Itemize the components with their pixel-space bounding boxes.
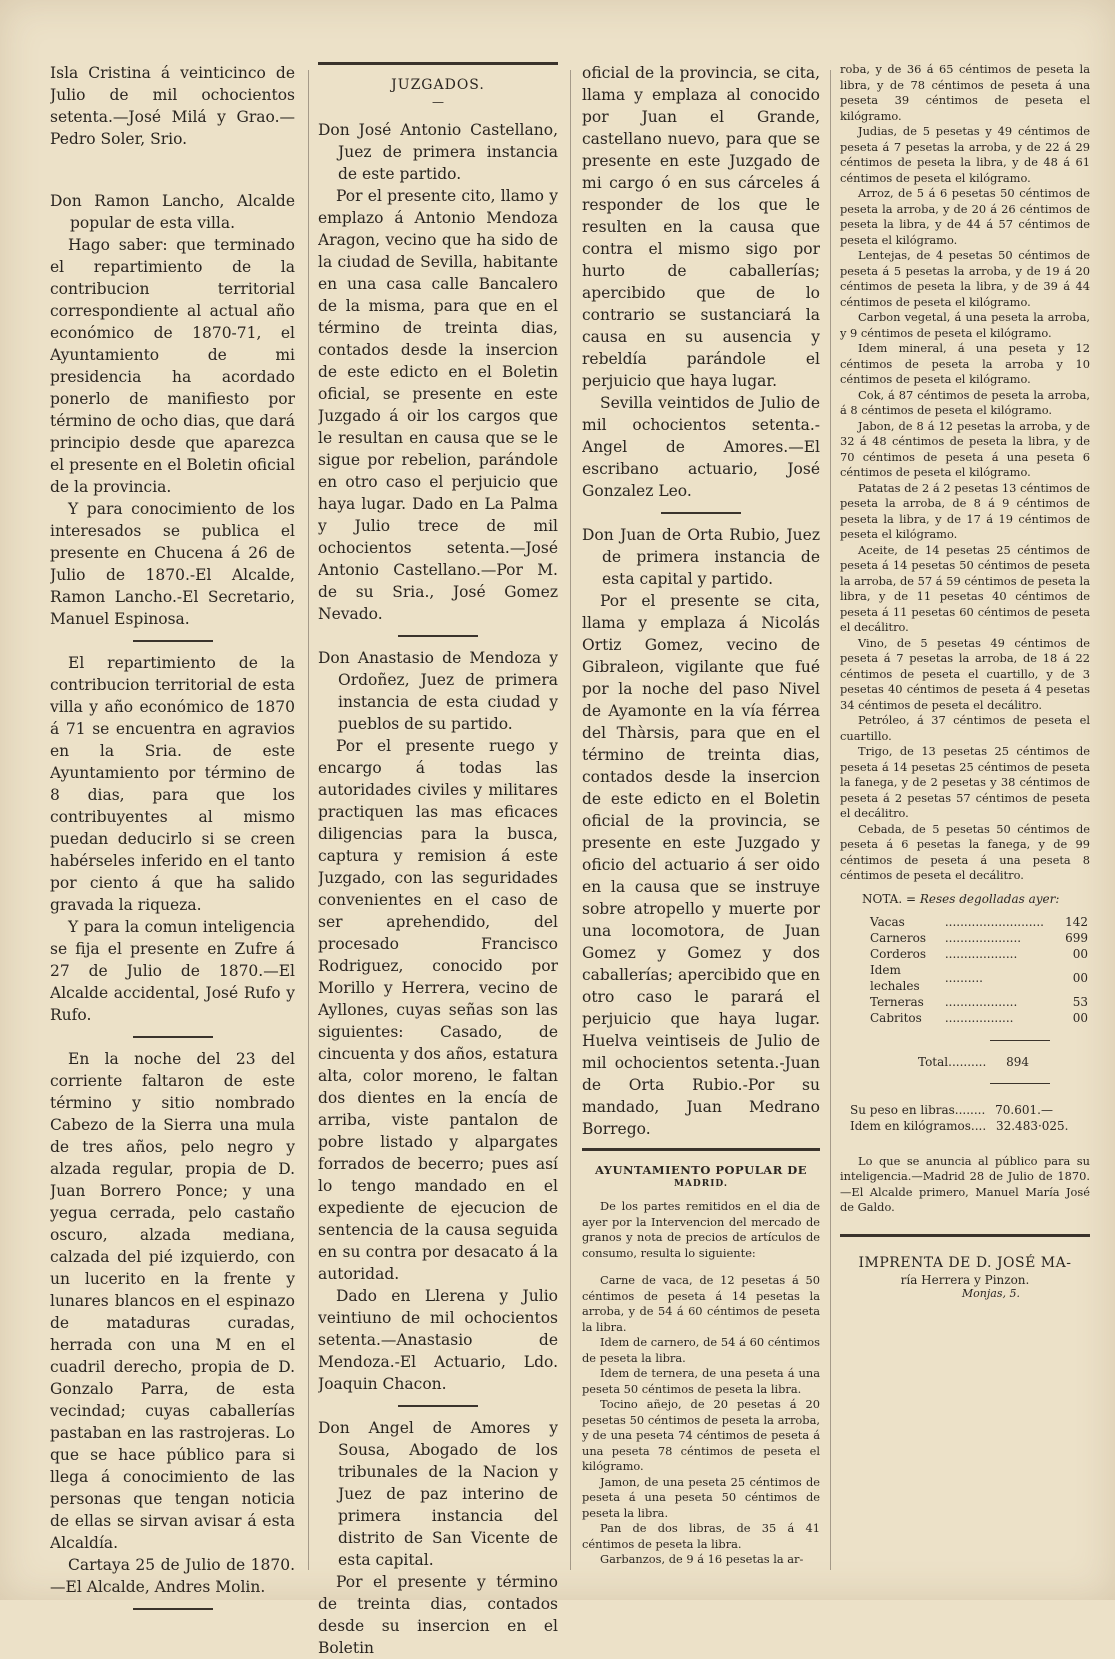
edict-body: Por el presente y término de treinta dias, contados desde su insercion en el Boletin <box>318 1573 558 1657</box>
table-row <box>868 1010 1090 1026</box>
notice-body: El repartimiento de la contribucion territorial de esta villa y año económico de 1870 á 71 se encuentra en agravios en la Sria. de este Ayuntamiento por término de 8 dias, para que los contribuyentes al mismo puedan deducirlo si se creen habérseles inferido en el tanto por ciento á que ha salido gravada la riqueza. <box>50 654 295 914</box>
weight-value: 70.601.— <box>995 1102 1053 1117</box>
printer-address: Monjas, 5. <box>961 1286 1020 1300</box>
animal-name: Carneros <box>870 930 927 945</box>
notice-signature: Cartaya 25 de Julio de 1870. —El Alcalde, Andres Molin. <box>50 1556 295 1596</box>
price-item: Carne de vaca, de 12 pesetas á 50 céntimos de peseta á 14 pesetas la arroba, y de 54 á 60 céntimos de peseta la libra. <box>582 1273 820 1334</box>
notice-signature: Y para conocimiento de los interesados se publica el presente en Chucena á 26 de Julio de 1870.-El Alcalde, Ramon Lancho.-El Secretario, Manuel Espinosa. <box>50 500 295 628</box>
column-rule <box>830 70 831 1570</box>
printer-line: IMPRENTA DE D. JOSÉ MA- <box>858 1254 1072 1271</box>
price-item: Judias, de 5 pesetas y 49 céntimos de peseta á 7 pesetas la arroba, y de 22 á 29 céntimos de peseta la libra, y de 48 á 61 céntimos de peseta el kilógramo. <box>840 124 1090 185</box>
separator <box>398 1405 478 1407</box>
column-2 <box>318 62 558 1659</box>
leader-dots: ................... <box>944 994 1018 1009</box>
animal-name: Terneras <box>870 994 924 1009</box>
total-value: 894 <box>1006 1054 1030 1069</box>
spacer <box>50 150 295 170</box>
printer-line: ría Herrera y Pinzon. <box>900 1272 1030 1287</box>
notice-signature: Y para la comun inteligencia se fija el presente en Zufre á 27 de Julio de 1870.—El Alcalde accidental, José Rufo y Rufo. <box>50 918 295 1024</box>
weight-value: 32.483·025. <box>995 1118 1069 1133</box>
table-row <box>868 994 1090 1010</box>
price-item: Tocino añejo, de 20 pesetas á 20 pesetas 50 céntimos de peseta la arroba, y de una peseta 74 céntimos de peseta á una peseta 78 céntimos de peseta el kilógramo. <box>582 1397 820 1473</box>
price-item: Cok, á 87 céntimos de peseta la arroba, á 8 céntimos de peseta el kilógramo. <box>840 387 1090 417</box>
separator <box>661 512 741 514</box>
footer-rule <box>840 1234 1090 1237</box>
note-label: NOTA. = <box>862 891 917 906</box>
animal-count: 00 <box>1072 1010 1088 1025</box>
closing-paragraph: Lo que se anuncia al público para su inteligencia.—Madrid 28 de Julio de 1870.—El Alcalde primero, Manuel María José de Galdo. <box>840 1153 1090 1214</box>
price-item: Trigo, de 13 pesetas 25 céntimos de peseta á 14 pesetas 25 céntimos de peseta la fanega, y de 2 pesetas y 38 céntimos de peseta á 2 pesetas 57 céntimos de peseta el decálitro. <box>840 744 1090 820</box>
column-3 <box>582 62 820 1568</box>
total-label: Total <box>918 1054 949 1069</box>
edict-heading: Don Juan de Orta Rubio, Juez de primera instancia de esta capital y partido. <box>582 526 820 588</box>
table-row <box>868 962 1090 994</box>
animal-name: Vacas <box>870 914 905 929</box>
leader-dots: ........ <box>954 1102 986 1117</box>
section-subtitle: MADRID. <box>673 1179 729 1189</box>
price-item: roba, y de 36 á 65 céntimos de peseta la libra, y de 78 céntimos de peseta á una peseta 39 céntimos de peseta el kilógramo. <box>840 62 1090 123</box>
weight-lb-row <box>850 1102 1090 1118</box>
closing-paragraph: Isla Cristina á veinticinco de Julio de mil ochocientos setenta.—José Milá y Grao.—Pedro Soler, Srio. <box>50 64 295 148</box>
price-item: Garbanzos, de 9 á 16 pesetas la ar- <box>600 1552 804 1566</box>
spacer <box>582 1261 820 1273</box>
note-heading: Reses degolladas ayer: <box>919 891 1060 906</box>
edict-body: Por el presente cito, llamo y emplazo á Antonio Mendoza Aragon, vecino que ha sido de la ciudad de Sevilla, habitante en una casa calle Bancalero de la misma, para que en el término de treinta dias, contados desde la insercion de este edicto en el Boletin oficial, se presente en este Juzgado á oir los cargos que le resultan en causa que se le sigue por rebelion, parándole en otro caso el perjuicio que haya lugar. Dado en La Palma y Julio trece de mil ochocientos setenta.—José Antonio Castellano.—Por M. de su Sria., José Gomez Nevado. <box>318 187 558 623</box>
leader-dots: .................. <box>944 1010 1014 1025</box>
edict-heading: Don José Antonio Castellano, Juez de primera instancia de este partido. <box>318 121 558 183</box>
column-rule <box>308 70 309 1570</box>
price-item: Lentejas, de 4 pesetas 50 céntimos de peseta á 5 pesetas la arroba, y de 19 á 20 céntimos de peseta la libra, y de 39 á 44 céntimos de peseta el kilógramo. <box>840 248 1090 309</box>
spacer <box>840 1134 1090 1154</box>
leader-dots: .......... <box>948 1054 987 1069</box>
edict-body: Por el presente se cita, llama y emplaza á Nicolás Ortiz Gomez, vecino de Gibraleon, vigilante que fué por la noche del paso Nivel de Ayamonte en la vía férrea del Thàrsis, para que en el término de treinta dias, contados desde la insercion de este edicto en el Boletin oficial de la provincia, se presente en este Juzgado y oficio del actuario á ser oido en la causa que se instruye sobre atropello y muerte por una locomotora, de Juan Gomez y Gomez y dos caballerías; apercibido que en otro caso le parará el perjuicio que haya lugar. Huelva veintiseis de Julio de mil ochocientos setenta.-Juan de Orta Rubio.-Por su mandado, Juan Medrano Borrego. <box>582 592 820 1138</box>
section-title: AYUNTAMIENTO POPULAR DE <box>594 1163 808 1177</box>
weight-kg-row <box>850 1118 1090 1134</box>
leader-dots: .......... <box>944 970 983 985</box>
animal-count: 53 <box>1072 994 1088 1009</box>
separator <box>133 1036 213 1038</box>
table-row <box>868 946 1090 962</box>
price-item: Idem mineral, á una peseta y 12 céntimos de peseta la arroba y 10 céntimos de peseta el kilógramo. <box>840 341 1090 386</box>
table-row <box>868 930 1090 946</box>
price-item: Idem de ternera, de una peseta á una peseta 50 céntimos de peseta la libra. <box>582 1366 820 1396</box>
price-item: Petróleo, á 37 céntimos de peseta el cuartillo. <box>840 713 1090 743</box>
animal-name: Corderos <box>870 946 927 961</box>
edict-heading: Don Anastasio de Mendoza y Ordoñez, Juez de primera instancia de esta ciudad y pueblos de su partido. <box>318 649 558 733</box>
price-item: Carbon vegetal, á una peseta la arroba, y 9 céntimos de peseta el kilógramo. <box>840 310 1090 340</box>
edict-heading: Don Angel de Amores y Sousa, Abogado de los tribunales de la Nacion y Juez de paz interino de primera instancia del distrito de San Vicente de esta capital. <box>318 1419 558 1569</box>
animal-count: 699 <box>1065 930 1088 945</box>
price-item: Idem de carnero, de 54 á 60 céntimos de peseta la libra. <box>582 1335 820 1365</box>
notice-body: Hago saber: que terminado el repartimiento de la contribucion territorial correspondiente al actual año económico de 1870-71, el Ayuntamiento de mi presidencia ha acordado ponerlo de manifiesto por término de ocho dias, que dará principio desde que aparezca el presente en el Boletin oficial de la provincia. <box>50 236 295 496</box>
price-item: Patatas de 2 á 2 pesetas 13 céntimos de peseta la arroba, de 8 á 9 céntimos de peseta la libra, y de 17 á 19 céntimos de peseta el kilógramo. <box>840 480 1090 541</box>
edict-signature: Dado en Llerena y Julio veintiuno de mil ochocientos setenta.—Anastasio de Mendoza.-El Actuario, Ldo. Joaquin Chacon. <box>318 1287 558 1393</box>
separator <box>133 640 213 642</box>
table-row <box>868 914 1090 930</box>
animal-count: 00 <box>1072 946 1088 961</box>
section-title: JUZGADOS. <box>391 77 485 93</box>
section-rule <box>582 1148 820 1151</box>
edict-signature: Sevilla veintidos de Julio de mil ochocientos setenta.-Angel de Amores.—El escribano actuario, José Gonzalez Leo. <box>582 394 820 500</box>
price-item: Aceite, de 14 pesetas 25 céntimos de peseta á 14 pesetas 50 céntimos de peseta la arroba, de 57 á 59 céntimos de peseta la libra, y de 11 pesetas 40 céntimos de peseta á 11 pesetas 60 céntimos de peseta el decálitro. <box>840 542 1090 634</box>
column-4 <box>840 62 1090 1300</box>
notice-heading: Don Ramon Lancho, Alcalde popular de esta villa. <box>50 192 295 232</box>
edict-body: Por el presente ruego y encargo á todas las autoridades civiles y militares practiquen las mas eficaces diligencias para la busca, captura y remision á este Juzgado, con las seguridades convenientes en el caso de ser aprehendido, del procesado Francisco Rodriguez, conocido por Morillo y Herrera, vecino de Ayllones, cuyas señas son las siguientes: Casado, de cincuenta y dos años, estatura alta, color moreno, le faltan dos dientes en la encía de arriba, viste pantalon de pobre listado y alpargates forrados de becerro; pues así lo tengo mandado en el expediente de ejecucion de sentencia de la causa seguida en su contra por desacato á la autoridad. <box>318 737 558 1283</box>
leader-dots: .................... <box>944 930 1022 945</box>
separator <box>133 1608 213 1610</box>
animal-count: 142 <box>1065 914 1088 929</box>
sum-rule <box>990 1083 1050 1084</box>
slaughter-note-title <box>862 892 1090 906</box>
animal-count: 00 <box>1072 970 1088 985</box>
slaughter-table <box>868 914 1090 1026</box>
edict-body-continued: oficial de la provincia, se cita, llama y emplaza al conocido por Juan el Grande, castellano nuevo, para que se presente en este Juzgado de mi cargo ó en sus cárceles á responder de los que le resulten en la causa que contra el mismo sigo por hurto de caballerías; apercibido que de lo contrario se sustanciará la causa en su ausencia y rebeldía parándole el perjuicio que haya lugar. <box>582 64 820 390</box>
sum-rule <box>990 1040 1050 1041</box>
animal-name: Cabritos <box>870 1010 922 1025</box>
weight-label: Idem en kilógramos <box>850 1118 971 1133</box>
section-dash: — <box>432 95 444 109</box>
column-rule <box>570 70 571 1570</box>
leader-dots: .... <box>970 1118 987 1133</box>
column-top-rule <box>318 62 558 65</box>
spacer <box>50 170 295 190</box>
price-intro: De los partes remitidos en el dia de ayer por la Intervencion del mercado de granos y nota de precios de artículos de consumo, resulta lo siguiente: <box>582 1199 820 1260</box>
notice-body: En la noche del 23 del corriente faltaron de este término y sitio nombrado Cabezo de la Sierra una mula de tres años, pelo negro y alzada regular, propia de D. Juan Borrero Ponce; y una yegua cerrada, pelo castaño oscuro, alzada mediana, calzada del pié izquierdo, con un lucerito en la frente y lunares blancos en el espinazo de mataduras curadas, herrada con una M en el cuadril derecho, propia de D. Gonzalo Parra, de esta vecindad; cuyas caballerías pastaban en las rastrojeras. Lo que se hace público para si llega á conocimiento de las personas que tengan noticia de ellas se sirvan avisar á esta Alcaldía. <box>50 1050 295 1552</box>
total-row <box>918 1055 1090 1069</box>
price-item: Vino, de 5 pesetas 49 céntimos de peseta á 7 pesetas la arroba, de 18 á 22 céntimos de peseta el cuartillo, y de 3 pesetas 40 céntimos de peseta á 4 pesetas 34 céntimos de peseta el decálitro. <box>840 635 1090 712</box>
weight-label: Su peso en libras <box>850 1102 955 1117</box>
separator <box>398 635 478 637</box>
leader-dots: .......................... <box>944 914 1044 929</box>
animal-name: Idem lechales <box>870 962 920 993</box>
price-item: Cebada, de 5 pesetas 50 céntimos de peseta á 6 pesetas la fanega, y de 99 céntimos de peseta á una peseta 8 céntimos de peseta el decálitro. <box>840 821 1090 882</box>
leader-dots: ................... <box>944 946 1018 961</box>
price-item: Arroz, de 5 á 6 pesetas 50 céntimos de peseta la arroba, y de 20 á 26 céntimos de peseta la libra, y de 44 á 57 céntimos de peseta el kilógramo. <box>840 186 1090 247</box>
price-item: Pan de dos libras, de 35 á 41 céntimos de peseta la libra. <box>582 1521 820 1551</box>
price-item: Jamon, de una peseta 25 céntimos de peseta á una peseta 50 céntimos de peseta la libra. <box>582 1474 820 1520</box>
price-item: Jabon, de 8 á 12 pesetas la arroba, y de 32 á 48 céntimos de peseta la libra, y de 70 céntimos de peseta á una peseta 6 céntimos de peseta el kilógramo. <box>840 418 1090 479</box>
column-1 <box>50 62 295 1620</box>
